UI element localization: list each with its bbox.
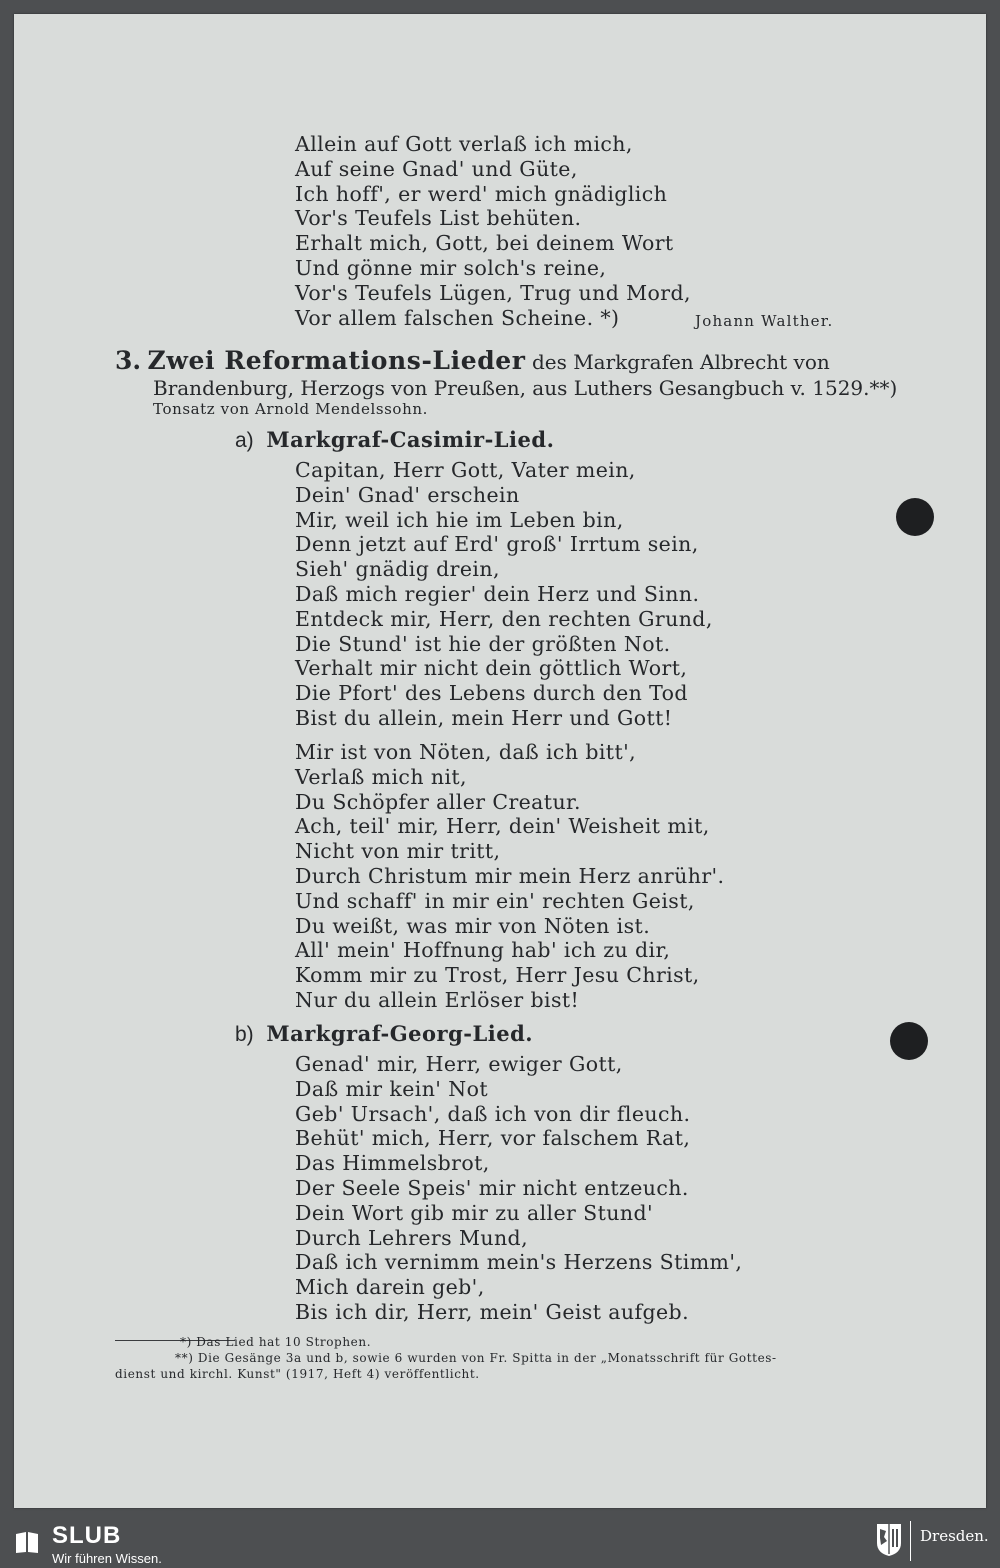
verse-line: Ach, teil' mir, Herr, dein' Weisheit mit, — [295, 814, 710, 839]
song-a-label: a) — [235, 429, 254, 452]
section-arranger: Tonsatz von Arnold Mendelssohn. — [153, 400, 428, 418]
verse-line: Genad' mir, Herr, ewiger Gott, — [295, 1052, 623, 1076]
footnote-1: *) Das Lied hat 10 Strophen. — [180, 1335, 372, 1349]
verse-line: Dein' Gnad' erschein — [295, 482, 520, 507]
verse-line: Bis ich dir, Herr, mein' Geist aufgeb. — [295, 1299, 689, 1324]
verse-line: Daß mich regier' dein Herz und Sinn. — [295, 581, 700, 606]
footnote-2-line-2: dienst und kirchl. Kunst" (1917, Heft 4) veröffentlicht. — [115, 1367, 480, 1381]
song-b-heading — [235, 1021, 533, 1047]
verse-line: Sieh' gnädig drein, — [295, 557, 500, 582]
punch-hole-upper — [896, 498, 934, 536]
stanza-top — [295, 132, 691, 330]
verse-line: Und schaff' in mir ein' rechten Geist, — [295, 888, 695, 913]
verse-line: Daß ich vernimm mein's Herzens Stimm', — [295, 1250, 743, 1275]
verse-line: Das Himmelsbrot, — [295, 1151, 490, 1176]
verse-line: Komm mir zu Trost, Herr Jesu Christ, — [295, 963, 700, 988]
verse-line: Vor's Teufels Lügen, Trug und Mord, — [295, 280, 691, 305]
verse-line: Du weißt, was mir von Nöten ist. — [295, 913, 651, 938]
song-a-stanza-1 — [295, 458, 713, 731]
dresden-brand[interactable]: Dresden. — [920, 1527, 989, 1545]
verse-line: Mir, weil ich hie im Leben bin, — [295, 507, 624, 532]
slub-tagline: Wir führen Wissen. — [52, 1551, 162, 1566]
song-a-heading — [235, 427, 554, 453]
author-attribution: Johann Walther. — [695, 312, 834, 330]
verse-line: Und gönne mir solch's reine, — [295, 255, 607, 280]
dresden-crest-icon — [876, 1523, 902, 1557]
document-page — [14, 14, 986, 1508]
viewer-footer — [0, 1515, 1000, 1568]
verse-line: Verlaß mich nit, — [295, 764, 467, 789]
verse-line: Der Seele Speis' mir nicht entzeuch. — [295, 1175, 689, 1200]
verse-line: Allein auf Gott verlaß ich mich, — [295, 132, 633, 156]
verse-line: Verhalt mir nicht dein göttlich Wort, — [295, 656, 688, 681]
verse-line: Entdeck mir, Herr, den rechten Grund, — [295, 606, 713, 631]
verse-line: Du Schöpfer aller Creatur. — [295, 789, 581, 814]
verse-line: Geb' Ursach', daß ich von dir fleuch. — [295, 1101, 691, 1126]
verse-line: Dein Wort gib mir zu aller Stund' — [295, 1200, 653, 1225]
verse-line: Nur du allein Erlöser bist! — [295, 987, 580, 1012]
footnote-2-line-1: **) Die Gesänge 3a und b, sowie 6 wurden von Fr. Spitta in der „Monatsschrift für Gottes- — [175, 1351, 777, 1365]
song-b-label: b) — [235, 1023, 254, 1046]
footer-separator — [910, 1521, 911, 1561]
verse-line: Durch Lehrers Mund, — [295, 1225, 528, 1250]
verse-line: Capitan, Herr Gott, Vater mein, — [295, 458, 636, 482]
verse-line: Vor's Teufels List behüten. — [295, 206, 582, 231]
section-number: 3. — [115, 346, 142, 375]
punch-hole-lower — [890, 1022, 928, 1060]
section-heading — [115, 346, 898, 418]
verse-line: Auf seine Gnad' und Güte, — [295, 156, 578, 181]
verse-line: Bist du allein, mein Herr und Gott! — [295, 705, 673, 730]
section-subline: Brandenburg, Herzogs von Preußen, aus Luthers Gesangbuch v. 1529.**) — [153, 376, 898, 400]
verse-line: All' mein' Hoffnung hab' ich zu dir, — [295, 938, 671, 963]
verse-line: Durch Christum mir mein Herz anrühr'. — [295, 863, 725, 888]
song-b-stanza-1 — [295, 1052, 742, 1325]
verse-line: Daß mir kein' Not — [295, 1076, 488, 1101]
section-title-rest: des Markgrafen Albrecht von — [531, 350, 830, 374]
verse-line: Erhalt mich, Gott, bei deinem Wort — [295, 231, 674, 256]
song-a-title: Markgraf-Casimir-Lied. — [266, 427, 555, 452]
verse-line: Die Pfort' des Lebens durch den Tod — [295, 681, 688, 706]
verse-line: Nicht von mir tritt, — [295, 839, 501, 864]
verse-line: Ich hoff', er werd' mich gnädiglich — [295, 181, 668, 206]
song-a-stanza-2 — [295, 740, 724, 1013]
verse-line: Denn jetzt auf Erd' groß' Irrtum sein, — [295, 532, 699, 557]
verse-line: Vor allem falschen Scheine. *) — [295, 305, 620, 330]
slub-book-icon — [14, 1529, 40, 1555]
verse-line: Behüt' mich, Herr, vor falschem Rat, — [295, 1126, 691, 1151]
slub-brand[interactable]: SLUB — [52, 1522, 122, 1549]
section-title: Zwei Reformations-Lieder — [147, 346, 526, 375]
verse-line: Die Stund' ist hie der größten Not. — [295, 631, 671, 656]
verse-line: Mir ist von Nöten, daß ich bitt', — [295, 740, 637, 764]
verse-line: Mich darein geb', — [295, 1275, 485, 1300]
song-b-title: Markgraf-Georg-Lied. — [266, 1021, 534, 1046]
